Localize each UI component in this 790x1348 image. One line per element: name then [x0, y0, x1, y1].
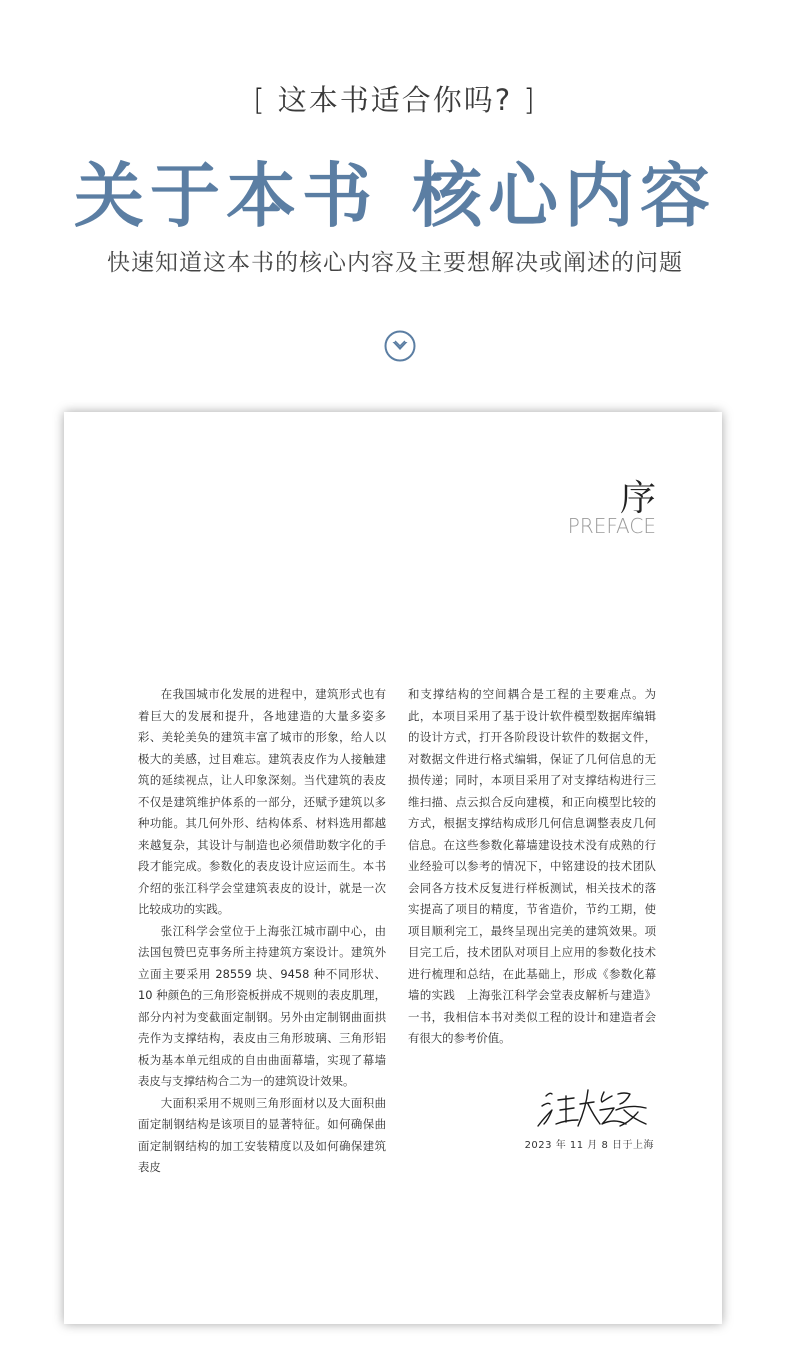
- tagline: [0, 78, 790, 119]
- tagline-text: 这本书适合你吗?: [277, 83, 513, 117]
- main-title-part2: 核心内容: [412, 154, 716, 237]
- preface-left-column: [138, 684, 386, 1179]
- chevron-down-circle-icon: [384, 330, 416, 362]
- scroll-down-button[interactable]: [384, 330, 416, 362]
- preface-paragraph: 和支撑结构的空间耦合是工程的主要难点。为此，本项目采用了基于设计软件模型数据库编辑的设计方式，打开各阶段设计软件的数据文件，对数据文件进行格式编辑，保证了几何信息的无损传递；同时，本项目采用了对支撑结构进行三维扫描、点云拟合反向建模，和正向模型比较的方式，根据支撑结构成形几何信息调整表皮几何信息。在这些参数化幕墙建设技术没有成熟的行业经验可以参考的情况下，中铭建设的技术团队会同各方技术反复进行样板测试，相关技术的落实提高了项目的精度，节省造价，节约工期，使项目顺利完工，最终呈现出完美的建筑效果。项目完工后，技术团队对项目上应用的参数化技术进行梳理和总结，在此基础上，形成《参数化幕墙的实践 上海张江科学会堂表皮解析与建造》一书，我相信本书对类似工程的设计和建造者会有很大的参考价值。: [408, 687, 656, 1045]
- preface-title-en: PREFACE: [567, 514, 656, 538]
- handwritten-signature: [534, 1074, 654, 1134]
- preface-title: 序: [619, 478, 656, 519]
- preface-paragraph: 在我国城市化发展的进程中，建筑形式也有着巨大的发展和提升，各地建造的大量多姿多彩、美轮美奂的建筑丰富了城市的形象，给人以极大的美感，过目难忘。建筑表皮作为人接触建筑的延续视点，让人印象深刻。当代建筑的表皮不仅是建筑维护体系的一部分，还赋予建筑以多种功能。其几何外形、结构体系、材料选用都越来越复杂，其设计与制造也必须借助数字化的手段才能完成。参数化的表皮设计应运而生。本书介绍的张江科学会堂建筑表皮的设计，就是一次比较成功的实践。: [138, 687, 386, 916]
- preface-paragraph: 张江科学会堂位于上海张江城市副中心，由法国包赞巴克事务所主持建筑方案设计。建筑外立面主要采用 28559 块、9458 种不同形状、10 种颜色的三角形瓷板拼成不规则的表皮肌理，部分内衬为变截面定制钢。另外由定制钢曲面拱壳作为支撑结构，表皮由三角形玻璃、三角形铝板为基本单元组成的自由曲面幕墙，实现了幕墙表皮与支撑结构合二为一的建筑设计效果。: [138, 923, 386, 1088]
- signature-date: 2023 年 11 月 8 日于上海: [524, 1140, 654, 1151]
- preface-paragraph: 大面积采用不规则三角形面材以及大面积曲面定制钢结构是该项目的显著特征。如何确保曲面定制钢结构的加工安装精度以及如何确保建筑表皮: [138, 1095, 386, 1174]
- subtitle: 快速知道这本书的核心内容及主要想解决或阐述的问题: [107, 250, 683, 276]
- header: [0, 0, 790, 400]
- main-title: [0, 140, 790, 241]
- bracket-right: ]: [523, 83, 537, 117]
- preface-page: [64, 412, 722, 1324]
- bracket-left: [: [253, 83, 267, 117]
- main-title-part1: 关于本书: [74, 154, 378, 237]
- preface-right-column: [408, 684, 656, 1050]
